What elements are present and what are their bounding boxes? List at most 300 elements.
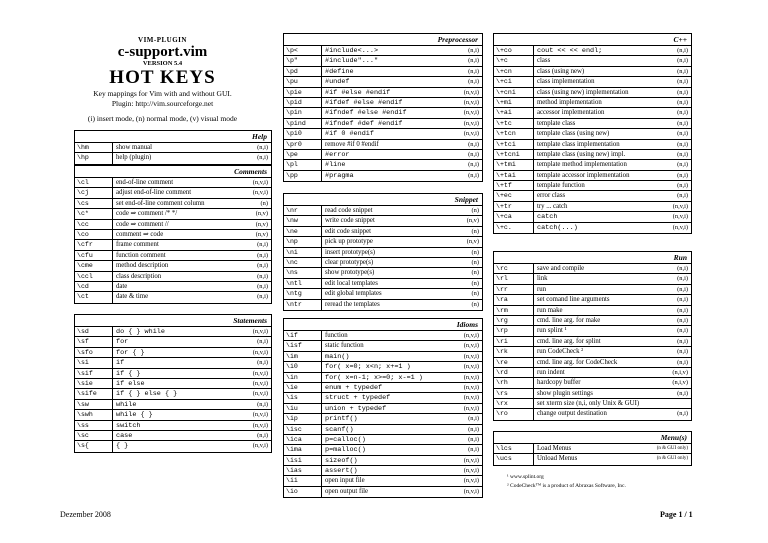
table-row [284,227,482,237]
key-mapping: \ias [284,466,322,475]
key-mapping: \iu [284,404,322,413]
key-mapping: \rr [494,285,534,294]
table-row [284,268,482,278]
table-row [284,279,482,289]
mode-indicator: (n,v,i) [463,373,479,381]
table-row [75,199,271,209]
mapping-description: cout << << endl; [537,47,603,55]
table-row [75,261,271,271]
mapping-description: printf() [325,415,358,424]
mode-indicator: (n,i) [677,109,688,117]
mapping-description: run [537,285,547,293]
table-row [75,240,271,250]
mapping-description: #line [325,161,346,170]
mode-indicator: (n,v,i) [252,390,268,398]
table-row [284,46,482,56]
key-mapping: \p< [284,46,322,55]
mode-indicator: (n,v,i) [252,348,268,356]
table-row [494,444,691,454]
mapping-description: frame comment [116,241,159,249]
table-row [494,223,691,233]
mode-indicator: (n,i) [677,161,688,169]
mode-indicator: (n,i) [468,415,479,423]
table-row [75,327,271,337]
mapping-description: for [116,338,129,347]
mapping-description: while { } [116,411,153,420]
mode-indicator: (n & GUI only) [656,456,688,462]
mode-indicator: (n,i) [257,293,268,301]
key-mapping: \ra [494,295,534,304]
mapping-description: template class implementation [537,140,620,148]
key-mapping: \pu [284,77,322,86]
mapping-description: code ⇒ comment // [116,220,169,228]
key-mapping: \co [75,230,113,239]
key-mapping: \ntl [284,279,322,288]
mode-indicator: (n,v,i) [463,352,479,360]
key-mapping: \ip [284,414,322,423]
key-mapping: \in [284,373,322,382]
mode-indicator: (n,v,i) [463,394,479,402]
mode-indicator: (n,v,i) [463,404,479,412]
table-row [284,216,482,226]
table-row [494,77,691,87]
table-row [75,410,271,420]
table-row [284,129,482,139]
mapping-description: accessor implementation [537,109,605,117]
key-mapping: \lcs [494,444,534,453]
mapping-description: case [116,431,133,440]
mapping-description: cmd. line arg. for make [537,316,601,324]
table-row [75,272,271,282]
statements-table [74,314,272,453]
table-row [284,237,482,247]
mode-indicator: (n,i) [677,98,688,106]
snippet-table [283,193,483,311]
table-row [284,414,482,424]
mapping-description: class implementation [537,78,595,86]
table-row [284,341,482,351]
key-mapping: \ccl [75,272,113,281]
table-row [494,46,691,56]
mapping-description: cmd. line arg. for CodeCheck [537,358,618,366]
key-mapping: \sife [75,389,113,398]
table-row [75,251,271,261]
key-mapping: \pd [284,67,322,76]
key-mapping: \ima [284,445,322,454]
key-mapping: \is [284,393,322,402]
table-row [75,282,271,292]
section-title: Run [494,252,691,264]
mapping-description: sizeof() [325,456,358,465]
mode-indicator: (n,v,i) [463,467,479,475]
key-mapping: \rp [494,326,534,335]
key-mapping: \ntr [284,300,322,310]
table-row [284,435,482,445]
table-row [494,264,691,274]
table-row [494,108,691,118]
mapping-description: run indent [537,368,565,376]
mode-indicator: (n,i) [257,282,268,290]
key-mapping: \ri [494,337,534,346]
mapping-description: catch(...) [537,223,578,232]
mapping-description: method implementation [537,98,602,106]
mapping-description: #ifdef #else #endif [325,98,403,107]
plugin-label: VIM-PLUGIN [138,36,187,44]
table-row [284,300,482,310]
mode-indicator: (n) [260,199,268,207]
mode-indicator: (n,i) [677,130,688,138]
section-title: Preprocessor [284,34,482,46]
mode-indicator: (n,v,i) [463,363,479,371]
key-mapping: \ica [284,435,322,444]
mapping-description: for { } [116,348,145,357]
mode-indicator: (n,v,i) [252,328,268,335]
mode-indicator: (n,i) [677,275,688,283]
key-mapping: \+tai [494,171,534,180]
key-mapping: \im [284,352,322,361]
table-row [494,191,691,201]
mapping-description: help (plugin) [116,154,152,162]
mapping-description: enum + typedef [325,383,383,392]
table-row [284,171,482,181]
mode-indicator: (n,v) [466,238,479,246]
table-row [284,248,482,258]
table-row [494,212,691,222]
table-row [284,373,482,383]
key-mapping: \+co [494,46,534,55]
table-row [75,230,271,240]
key-mapping: \s{ [75,441,113,451]
key-mapping: \isc [284,425,322,434]
mode-indicator: (n,i) [468,435,479,443]
mode-indicator: (n,i) [677,389,688,397]
mode-indicator: (n,i) [677,296,688,304]
mode-indicator: (n,i) [468,47,479,54]
key-mapping: \cme [75,261,113,270]
mode-indicator: (n,i) [677,285,688,293]
key-mapping: \isf [284,341,322,350]
key-mapping: \if [284,331,322,340]
key-mapping: \ss [75,421,113,430]
mapping-description: show plugin settings [537,389,593,397]
mapping-description: clear prototype(s) [325,258,374,266]
key-mapping: \ni [284,248,322,257]
mapping-description: struct + typedef [325,394,391,403]
key-mapping: \cfr [75,240,113,249]
key-mapping: \cd [75,282,113,291]
mapping-description: #ifndef #else #endif [325,109,407,118]
mode-indicator: (n,i) [677,140,688,148]
key-mapping: \p" [284,56,322,65]
mode-indicator: (n,i) [677,337,688,345]
mode-indicator: (n) [471,227,479,235]
mode-indicator: (n & GUI only) [656,446,688,451]
key-mapping: \cj [75,188,113,197]
mode-indicator: (n,i) [677,88,688,96]
mode-indicator: (n,i) [677,119,688,127]
key-mapping: \ii [284,476,322,485]
mapping-description: Load Menus [537,445,572,452]
table-row [284,425,482,435]
table-row [75,379,271,389]
mapping-description: set comand line arguments [537,296,610,304]
table-row [494,150,691,160]
mapping-description: #define [325,67,354,76]
section-title: Menu(s) [494,432,691,444]
mapping-description: error class [537,192,566,200]
mode-indicator: (n,i) [677,67,688,75]
mode-indicator: (n,i) [677,150,688,158]
mapping-description: if { } [116,369,141,378]
mapping-description: edit global templates [325,290,382,298]
table-row [75,178,271,188]
key-mapping: \pin [284,108,322,117]
key-mapping: \+c [494,56,534,65]
mapping-description: show manual [116,144,153,151]
key-mapping: \+cni [494,88,534,97]
mode-indicator: (n,i) [468,171,479,179]
mapping-description: edit code snippet [325,227,372,235]
mapping-description: #pragma [325,171,354,180]
mode-indicator: (n,i) [468,57,479,65]
mode-indicator: (n,v) [255,230,268,238]
table-row [284,258,482,268]
mode-indicator: (n,i) [468,78,479,86]
mode-indicator: (n,i) [677,316,688,324]
table-row [284,67,482,77]
table-row [75,369,271,379]
table-row [494,88,691,98]
footnote-splint: ¹ www.splint.org [507,474,544,480]
mapping-description: template function [537,182,585,190]
key-mapping: \+tmi [494,160,534,169]
mapping-description: do { } while [116,328,165,336]
table-row [494,399,691,409]
table-row [494,181,691,191]
table-row [284,119,482,129]
plugin-url-line: Plugin: http://vim.sourceforge.net [111,99,214,108]
key-mapping: \i0 [284,362,322,371]
table-row [284,445,482,455]
key-mapping: \+tf [494,181,534,190]
mapping-description: if { } else { } [116,390,178,399]
key-mapping: \sd [75,327,113,336]
key-mapping: \pind [284,119,322,128]
table-row [494,67,691,77]
mapping-description: cmd. line arg. for splint [537,337,601,345]
mode-indicator: (n,i,v) [672,379,688,387]
footer-date: Dezember 2008 [60,510,111,519]
key-mapping: \pid [284,98,322,107]
table-row [494,129,691,139]
table-row [284,140,482,150]
mapping-description: class (using new) [537,67,585,75]
table-row [284,77,482,87]
table-row [284,160,482,170]
table-row [75,209,271,219]
key-mapping: \cc [75,220,113,229]
mapping-description: code ⇒ comment /* */ [116,210,178,218]
mode-indicator: (n) [471,207,479,214]
table-row [75,337,271,347]
mode-indicator: (n,v,i) [252,442,268,450]
mode-indicator: (n,i) [677,327,688,335]
mode-indicator: (n,i) [257,338,268,346]
key-mapping: \+c. [494,223,534,233]
mapping-description: function [325,332,348,339]
key-mapping: \rl [494,274,534,283]
mode-indicator: (n,v,i) [463,456,479,464]
mode-indicator: (n) [471,269,479,277]
table-row [494,171,691,181]
table-row [75,188,271,198]
mode-indicator: (n,i) [257,272,268,280]
key-mapping: \pp [284,171,322,181]
key-mapping: \np [284,237,322,246]
mapping-description: end-of-line comment [116,179,174,186]
table-row [494,337,691,347]
key-mapping: \pl [284,160,322,169]
key-mapping: \si [75,358,113,367]
key-mapping: \+tci [494,140,534,149]
table-row [494,306,691,316]
key-mapping: \+ci [494,77,534,86]
mode-indicator: (n,i) [677,78,688,86]
mapping-description: comment ⇒ code [116,230,164,238]
key-mapping: \ie [284,383,322,392]
table-row [284,404,482,414]
mode-indicator: (n,i) [677,358,688,366]
table-row [494,285,691,295]
table-row [494,202,691,212]
help-table [74,130,272,165]
mode-indicator: (n,v,i) [463,487,479,495]
table-row [494,389,691,399]
mapping-description: while [116,400,137,409]
mapping-description: assert() [325,467,358,476]
mode-indicator: (n,i) [677,410,688,418]
footer-page: Page 1 / 1 [660,510,693,519]
mode-indicator: (n,v,i) [252,369,268,377]
mode-indicator: (n,i) [468,140,479,148]
mapping-description: change output destination [537,410,607,418]
mode-indicator: (n,i) [677,182,688,190]
key-mapping: \io [284,487,322,497]
mode-indicator: (n,v,i) [463,130,479,138]
key-mapping: \ne [284,227,322,236]
mode-indicator: (n,v,i) [463,332,479,339]
section-title: Snippet [284,194,482,206]
table-row [284,466,482,476]
table-row [494,140,691,150]
key-mapping: \hm [75,143,113,152]
mapping-description: reread the templates [325,300,380,308]
table-row [494,98,691,108]
comments-table [74,165,272,304]
table-row [75,348,271,358]
header [55,36,270,124]
mapping-description: p=calloc() [325,435,366,444]
mode-indicator: (n,i) [257,241,268,249]
hotkeys-title: HOT KEYS [109,67,216,88]
mode-indicator: (n,i) [257,400,268,408]
table-row [284,150,482,160]
key-mapping: \rd [494,368,534,377]
table-row [75,431,271,441]
table-row [284,476,482,486]
mapping-description: insert prototype(s) [325,248,376,256]
mode-indicator: (n,v,i) [463,119,479,127]
key-mapping: \isi [284,456,322,465]
section-title: Statements [75,315,271,327]
mapping-description: write code snippet [325,217,375,225]
section-title: Idioms [284,319,482,331]
mapping-description: try ... catch [537,202,568,210]
mode-indicator: (n,v) [255,210,268,218]
mapping-description: #if #else #endif [325,88,391,97]
mode-indicator: (n,i) [677,192,688,200]
key-mapping: \ntg [284,289,322,298]
mode-indicator: (n) [471,279,479,287]
mapping-description: static function [325,342,364,350]
mapping-description: template class (using new) [537,130,610,138]
key-mapping: \rs [494,389,534,398]
key-mapping: \+tcni [494,150,534,159]
mode-indicator: (n,v,i) [463,88,479,96]
mapping-description: #error [325,150,350,159]
mapping-description: template class (using new) impl. [537,150,626,158]
key-mapping: \+mi [494,98,534,107]
key-mapping: \cl [75,178,113,187]
mode-indicator: (n,i) [257,431,268,439]
table-row [494,295,691,305]
mode-indicator: (n) [471,248,479,256]
key-mapping: \sw [75,400,113,409]
mapping-description: class (using new) implementation [537,88,629,96]
mode-indicator: (n,v,i) [463,109,479,117]
section-title: Comments [75,166,271,178]
key-mapping: \+ca [494,212,534,221]
mode-indicator: (n,v,i) [672,213,688,221]
mode-indicator: (n,i) [677,47,688,54]
mapping-description: date [116,282,128,290]
mapping-description: catch [537,213,558,222]
menus-table [493,431,692,466]
key-mapping: \sif [75,369,113,378]
table-row [494,119,691,129]
mapping-description: template class [537,119,576,127]
mapping-description: union + typedef [325,404,387,413]
doc-title: c-support.vim [117,44,208,60]
mapping-description: adjust end-of-line comment [116,189,192,197]
mode-indicator: (n,v,i) [252,179,268,186]
table-row [284,56,482,66]
table-row [284,383,482,393]
mapping-description: #if 0 #endif [325,130,374,139]
section-title: C++ [494,34,691,46]
mode-indicator: (n,i,v) [672,368,688,376]
mapping-description: function comment [116,251,166,259]
key-mapping: \+ec [494,191,534,200]
version-label: VERSION 5.4 [142,60,183,67]
key-mapping: \ro [494,409,534,419]
key-mapping: \sfo [75,348,113,357]
mapping-description: remove #if 0 #endif [325,140,379,148]
mapping-description: method description [116,262,169,270]
table-row [284,331,482,341]
mode-indicator: (n,i) [257,262,268,270]
key-mapping: \sf [75,337,113,346]
